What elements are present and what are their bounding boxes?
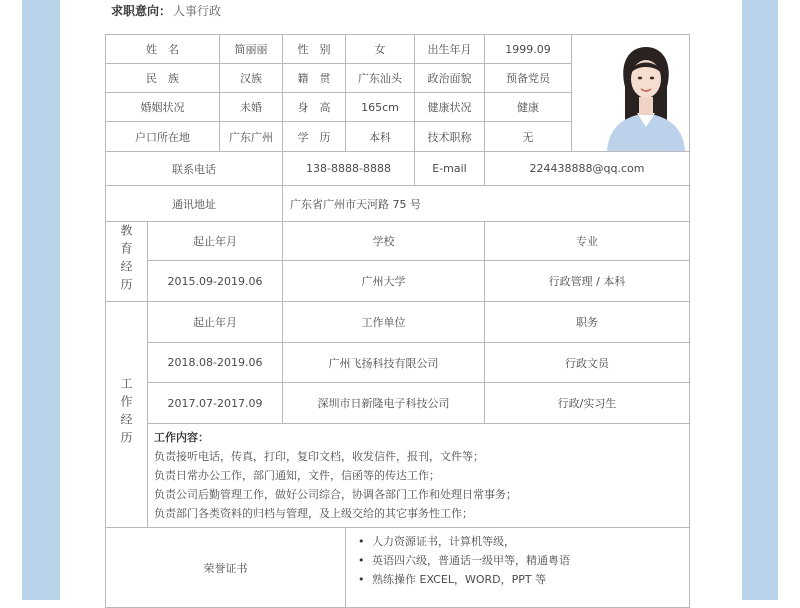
work-content-title: 工作内容： bbox=[154, 431, 209, 444]
phone-value: 138-8888-8888 bbox=[283, 152, 415, 186]
edu-header-major: 专业 bbox=[485, 222, 690, 261]
edu-major: 行政管理 / 本科 bbox=[485, 261, 690, 302]
work-header-company: 工作单位 bbox=[283, 302, 485, 343]
birth-value: 1999.09 bbox=[485, 35, 572, 64]
work-content bbox=[148, 424, 690, 528]
honor-item: • 人力资源证书，计算机等级， bbox=[372, 532, 683, 551]
marital-label: 婚姻状况 bbox=[106, 93, 220, 122]
edu-header-school: 学校 bbox=[283, 222, 485, 261]
job-intent-value: 人事行政 bbox=[173, 4, 222, 18]
edu-header-period: 起止年月 bbox=[148, 222, 283, 261]
work-company-2: 深圳市日新隆电子科技公司 bbox=[283, 383, 485, 424]
political-value: 预备党员 bbox=[485, 64, 572, 93]
title-value: 无 bbox=[485, 122, 572, 152]
political-label: 政治面貌 bbox=[415, 64, 485, 93]
gender-value: 女 bbox=[346, 35, 415, 64]
work-content-line: 负责接听电话，传真，打印，复印文档，收发信件，报刊，文件等； bbox=[154, 450, 484, 463]
ethnicity-value: 汉族 bbox=[220, 64, 283, 93]
honor-item: • 英语四六级，普通话一级甲等，精通粤语 bbox=[372, 551, 683, 570]
health-label: 健康状况 bbox=[415, 93, 485, 122]
edu-school: 广州大学 bbox=[283, 261, 485, 302]
work-period-2: 2017.07-2017.09 bbox=[148, 383, 283, 424]
profile-photo bbox=[603, 35, 689, 151]
work-section-label-text: 工作经历 bbox=[119, 377, 133, 449]
right-accent-band bbox=[742, 0, 778, 600]
work-content-line: 负责日常办公工作，部门通知，文件，信函等的传达工作； bbox=[154, 469, 440, 482]
work-position-1: 行政文员 bbox=[485, 343, 690, 383]
honors-label: 荣誉证书 bbox=[106, 528, 346, 608]
work-period-1: 2018.08-2019.06 bbox=[148, 343, 283, 383]
education-section-label bbox=[106, 222, 148, 302]
gender-label: 性 别 bbox=[283, 35, 346, 64]
origin-label: 籍 贯 bbox=[283, 64, 346, 93]
resume-table bbox=[105, 34, 690, 608]
health-value: 健康 bbox=[485, 93, 572, 122]
origin-value: 广东汕头 bbox=[346, 64, 415, 93]
education-section-label-text: 教育经历 bbox=[119, 224, 133, 296]
work-content-line: 负责公司后勤管理工作，做好公司综合，协调各部门工作和处理日常事务； bbox=[154, 488, 517, 501]
hukou-value: 广东广州 bbox=[220, 122, 283, 152]
honors-list bbox=[346, 528, 690, 608]
work-header-position: 职务 bbox=[485, 302, 690, 343]
hukou-label: 户口所在地 bbox=[106, 122, 220, 152]
education-label: 学 历 bbox=[283, 122, 346, 152]
work-section-label bbox=[106, 302, 148, 528]
job-intent bbox=[111, 2, 221, 19]
left-margin bbox=[0, 0, 22, 600]
education-value: 本科 bbox=[346, 122, 415, 152]
email-value: 224438888@qq.com bbox=[485, 152, 690, 186]
job-intent-label: 求职意向： bbox=[111, 4, 172, 18]
work-content-line: 负责部门各类资料的归档与管理，及上级交给的其它事务性工作； bbox=[154, 507, 473, 520]
right-margin bbox=[778, 0, 800, 600]
work-company-1: 广州飞扬科技有限公司 bbox=[283, 343, 485, 383]
honor-item: • 熟练操作 EXCEL，WORD，PPT 等 bbox=[372, 570, 683, 589]
ethnicity-label: 民 族 bbox=[106, 64, 220, 93]
left-accent-band bbox=[22, 0, 60, 600]
name-label: 姓 名 bbox=[106, 35, 220, 64]
work-position-2: 行政/实习生 bbox=[485, 383, 690, 424]
email-label: E-mail bbox=[415, 152, 485, 186]
birth-label: 出生年月 bbox=[415, 35, 485, 64]
address-value: 广东省广州市天河路 75 号 bbox=[283, 186, 690, 222]
marital-value: 未婚 bbox=[220, 93, 283, 122]
address-label: 通讯地址 bbox=[106, 186, 283, 222]
height-value: 165cm bbox=[346, 93, 415, 122]
photo-cell bbox=[572, 35, 690, 152]
title-label: 技术职称 bbox=[415, 122, 485, 152]
phone-label: 联系电话 bbox=[106, 152, 283, 186]
name-value: 简丽丽 bbox=[220, 35, 283, 64]
height-label: 身 高 bbox=[283, 93, 346, 122]
edu-period: 2015.09-2019.06 bbox=[148, 261, 283, 302]
work-header-period: 起止年月 bbox=[148, 302, 283, 343]
